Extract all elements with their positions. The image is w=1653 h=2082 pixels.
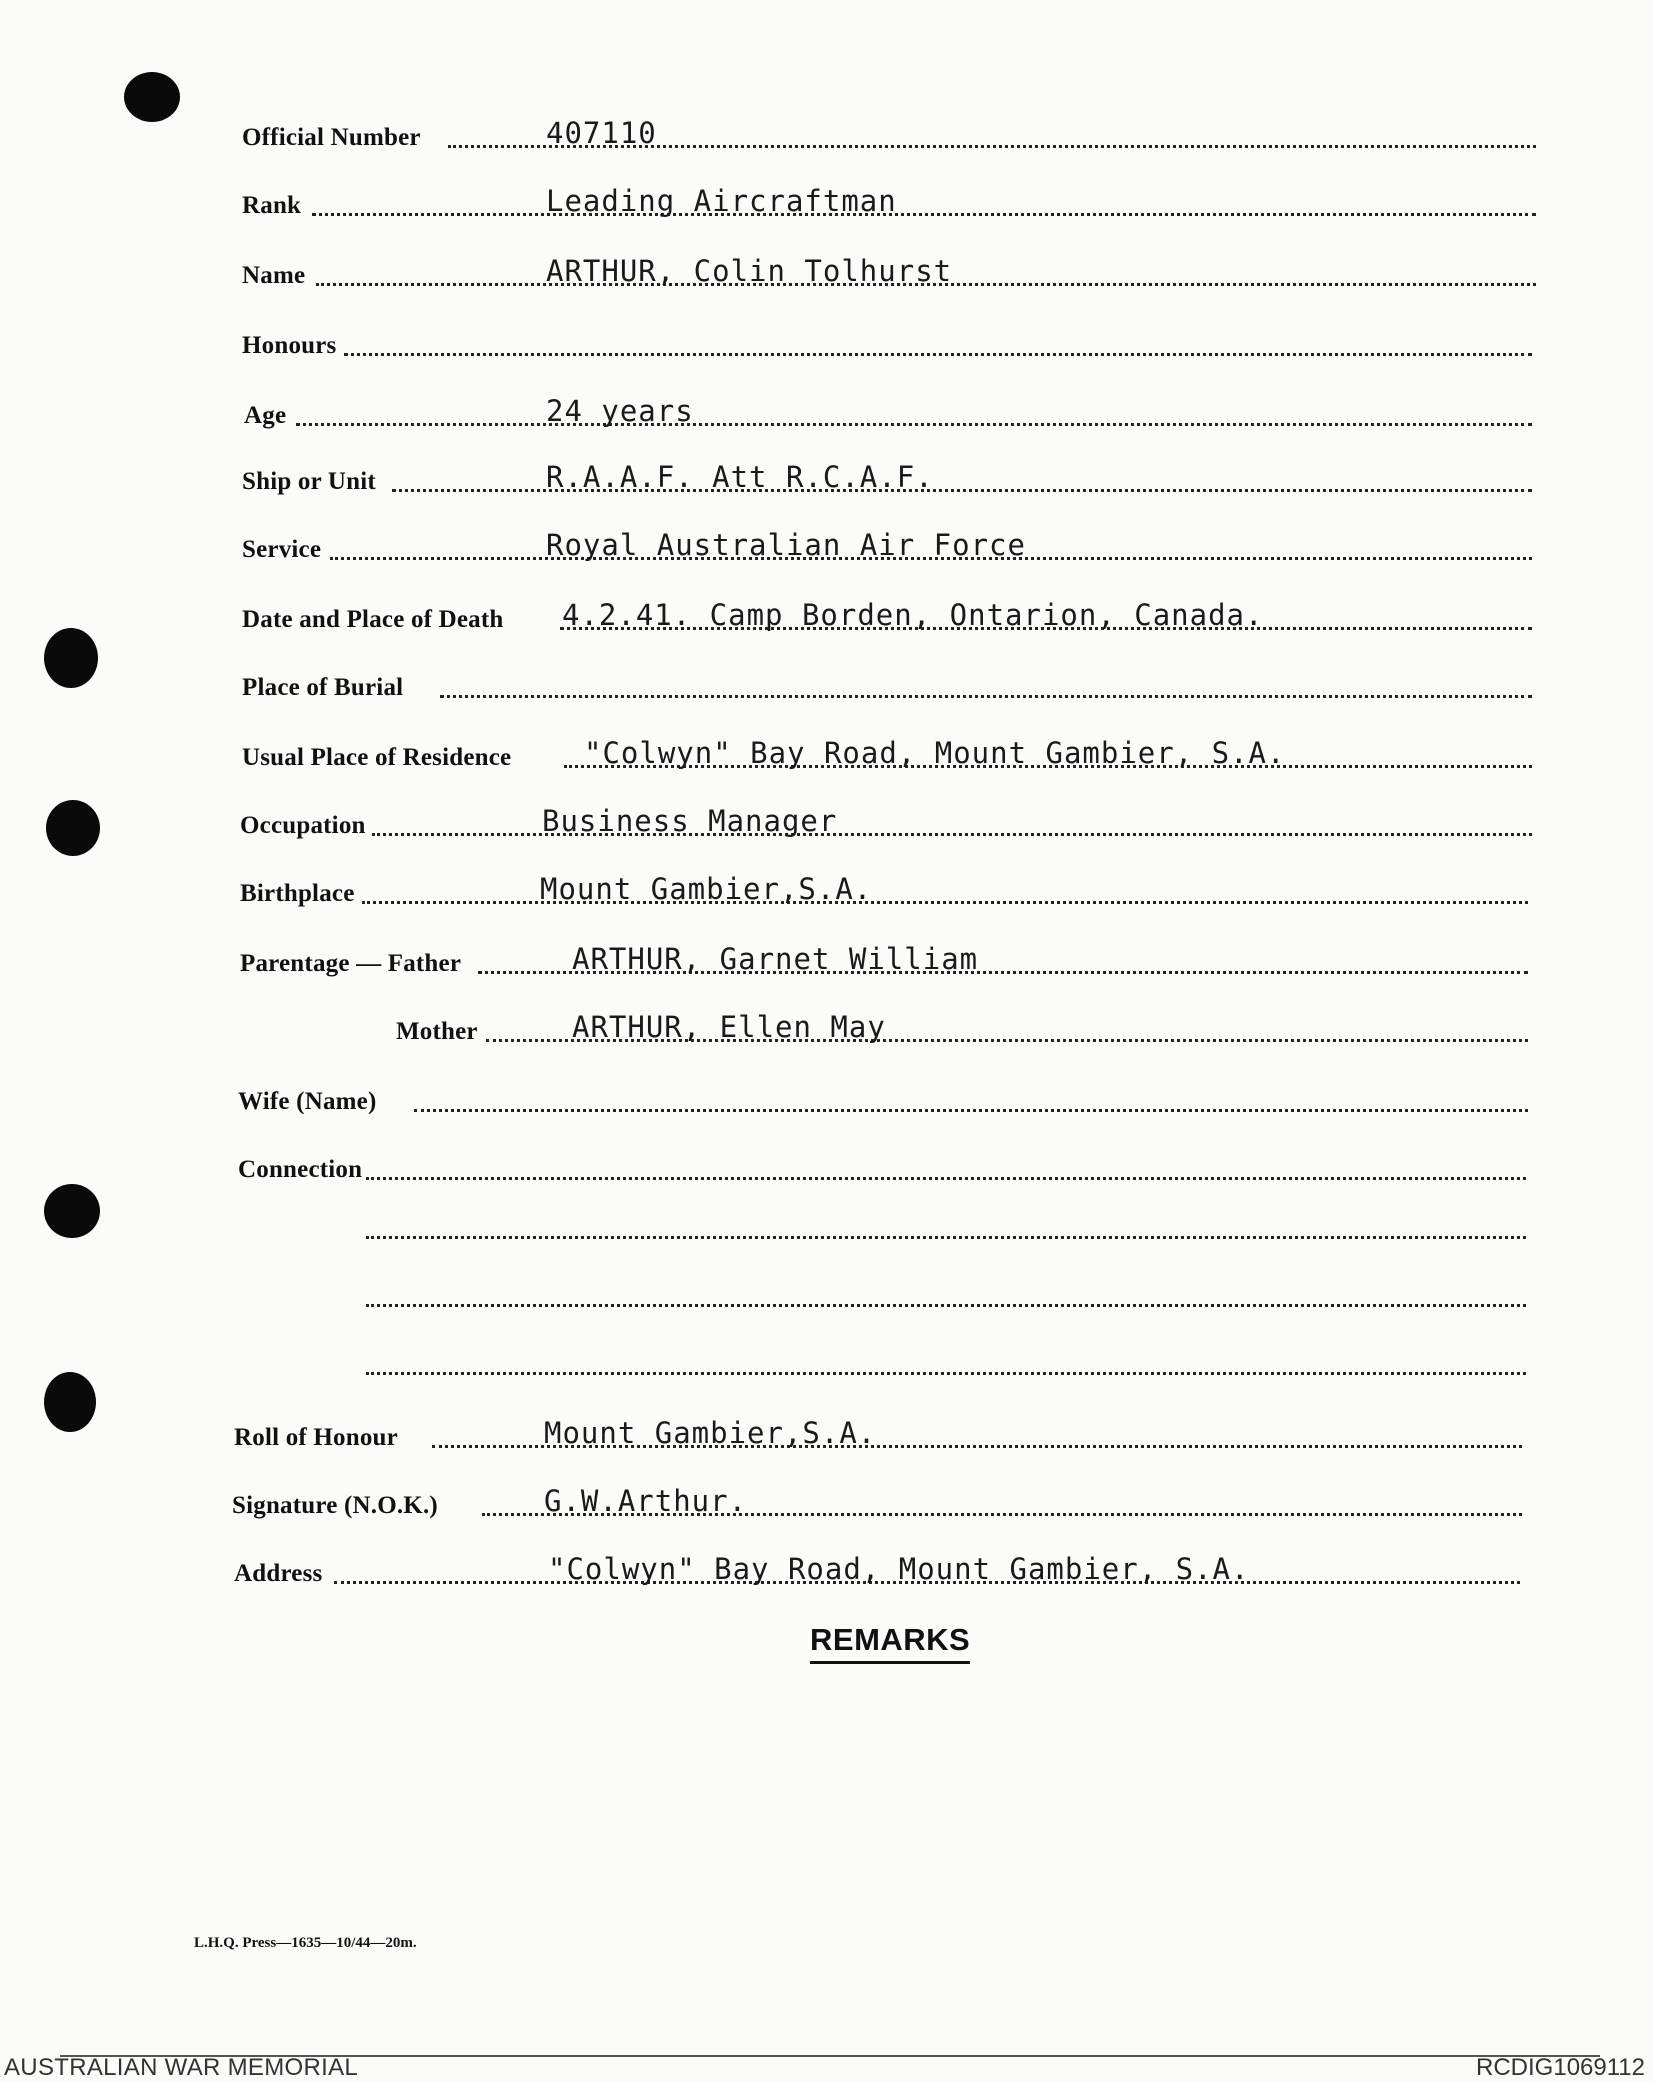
field-label: Parentage — Father	[240, 950, 462, 977]
field-label: Date and Place of Death	[242, 606, 504, 633]
field-value: Leading Aircraftman	[546, 184, 897, 218]
dotted-line	[414, 1109, 1528, 1112]
field-label: Signature (N.O.K.)	[232, 1492, 438, 1519]
archive-reference: RCDIG1069112	[1476, 2054, 1645, 2081]
field-label: Birthplace	[240, 880, 355, 907]
field-value: Mount Gambier,S.A.	[540, 872, 873, 906]
field-label: Mother	[396, 1018, 478, 1045]
field-label: Address	[234, 1560, 323, 1587]
field-value: R.A.A.F. Att R.C.A.F.	[546, 460, 934, 494]
field-connection	[0, 1150, 1653, 1190]
field-place-burial	[0, 668, 1653, 708]
dotted-line	[366, 1177, 1526, 1180]
field-residence	[0, 738, 1653, 778]
field-label: Honours	[242, 332, 337, 359]
remarks-heading: REMARKS	[810, 1622, 970, 1664]
field-value: 407110	[546, 116, 657, 150]
dotted-line	[366, 1304, 1526, 1307]
field-value: Business Manager	[542, 804, 838, 838]
dotted-line	[312, 213, 1536, 216]
field-value: 4.2.41. Camp Borden, Ontarion, Canada.	[562, 598, 1264, 632]
field-label: Official Number	[242, 124, 421, 151]
field-name	[0, 256, 1653, 296]
punch-hole	[124, 72, 180, 122]
field-service	[0, 530, 1653, 570]
field-roll-of-honour	[0, 1418, 1653, 1458]
field-label: Usual Place of Residence	[242, 744, 512, 771]
field-date-place-death	[0, 600, 1653, 640]
field-label: Connection	[238, 1156, 363, 1183]
field-value: ARTHUR, Colin Tolhurst	[546, 254, 953, 288]
archive-name: AUSTRALIAN WAR MEMORIAL	[4, 2054, 359, 2081]
field-value: Mount Gambier,S.A.	[544, 1416, 877, 1450]
field-occupation	[0, 806, 1653, 846]
field-address	[0, 1554, 1653, 1594]
field-mother	[0, 1012, 1653, 1052]
field-ship-or-unit	[0, 462, 1653, 502]
field-value: "Colwyn" Bay Road, Mount Gambier, S.A.	[548, 1552, 1250, 1586]
field-value: G.W.Arthur.	[544, 1484, 748, 1518]
field-value: "Colwyn" Bay Road, Mount Gambier, S.A.	[584, 736, 1286, 770]
field-father	[0, 944, 1653, 984]
field-honours	[0, 326, 1653, 366]
field-rank	[0, 186, 1653, 226]
field-official-number	[0, 118, 1653, 158]
field-birthplace	[0, 874, 1653, 914]
field-label: Wife (Name)	[238, 1088, 377, 1115]
field-signature	[0, 1486, 1653, 1526]
dotted-line	[366, 1236, 1526, 1239]
field-value: Royal Australian Air Force	[546, 528, 1026, 562]
field-label: Roll of Honour	[234, 1424, 398, 1451]
field-label: Rank	[242, 192, 302, 219]
field-label: Ship or Unit	[242, 468, 376, 495]
printer-imprint: L.H.Q. Press—1635—10/44—20m.	[194, 1935, 417, 1951]
field-label: Place of Burial	[242, 674, 404, 701]
field-wife	[0, 1082, 1653, 1122]
field-label: Service	[242, 536, 322, 563]
field-value: 24 years	[546, 394, 694, 428]
punch-hole	[44, 1184, 100, 1238]
field-value: ARTHUR, Garnet William	[572, 942, 979, 976]
field-label: Occupation	[240, 812, 366, 839]
field-value: ARTHUR, Ellen May	[572, 1010, 886, 1044]
field-label: Age	[244, 402, 287, 429]
dotted-line	[440, 695, 1532, 698]
dotted-line	[344, 353, 1532, 356]
field-age	[0, 396, 1653, 436]
dotted-line	[296, 423, 1532, 426]
field-label: Name	[242, 262, 306, 289]
dotted-line	[366, 1372, 1526, 1375]
dotted-line	[362, 901, 1528, 904]
